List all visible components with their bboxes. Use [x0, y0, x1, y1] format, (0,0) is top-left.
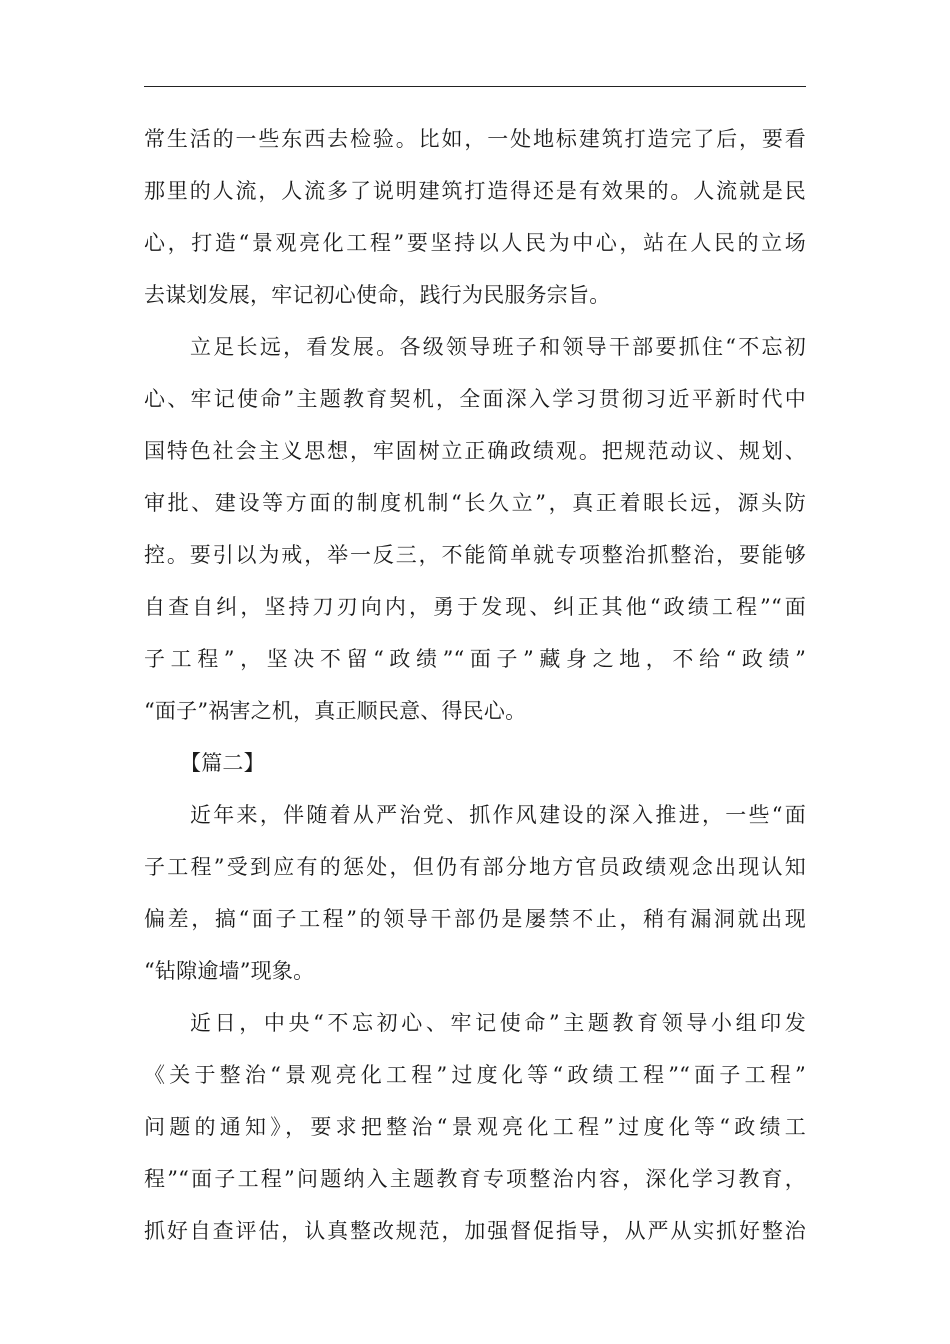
paragraph-first-line: 立足长远，看发展。各级领导班子和领导干部要抓住“不忘初 [190, 335, 806, 359]
text-line: 那里的人流，人流多了说明建筑打造得还是有效果的。人流就是民 [144, 179, 806, 203]
text-line: 心，打造“景观亮化工程”要坚持以人民为中心，站在人民的立场 [144, 231, 806, 255]
text-line: 程”“面子工程”问题纳入主题教育专项整治内容，深化学习教育， [144, 1167, 806, 1191]
text-line: 子工程”受到应有的惩处，但仍有部分地方官员政绩观念出现认知 [144, 855, 806, 879]
text-line: 抓好自查评估，认真整改规范，加强督促指导，从严从实抓好整治 [144, 1219, 806, 1243]
text-line: 子工程”，坚决不留“政绩”“面子”藏身之地，不给“政绩” [144, 647, 806, 671]
text-line: “钻隙逾墙”现象。 [144, 959, 315, 983]
text-line: “面子”祸害之机，真正顺民意、得民心。 [144, 699, 527, 723]
header-rule [144, 86, 806, 87]
paragraph-first-line: 近年来，伴随着从严治党、抓作风建设的深入推进，一些“面 [190, 803, 806, 827]
paragraph-first-line: 近日，中央“不忘初心、牢记使命”主题教育领导小组印发 [190, 1011, 806, 1035]
text-line: 常生活的一些东西去检验。比如，一处地标建筑打造完了后，要看 [144, 127, 806, 151]
text-line: 控。要引以为戒，举一反三，不能简单就专项整治抓整治，要能够 [144, 543, 806, 567]
text-line: 去谋划发展，牢记初心使命，践行为民服务宗旨。 [144, 283, 611, 307]
text-line: 偏差，搞“面子工程”的领导干部仍是屡禁不止，稍有漏洞就出现 [144, 907, 806, 931]
text-line: 审批、建设等方面的制度机制“长久立”，真正着眼长远，源头防 [144, 491, 806, 515]
text-line: 自查自纠，坚持刀刃向内，勇于发现、纠正其他“政绩工程”“面 [144, 595, 806, 619]
text-line: 心、牢记使命”主题教育契机，全面深入学习贯彻习近平新时代中 [144, 387, 806, 411]
text-line: 《关于整治“景观亮化工程”过度化等“政绩工程”“面子工程” [144, 1063, 806, 1087]
section-heading: 【篇二】 [180, 751, 265, 775]
text-line: 国特色社会主义思想，牢固树立正确政绩观。把规范动议、规划、 [144, 439, 806, 463]
text-line: 问题的通知》，要求把整治“景观亮化工程”过度化等“政绩工 [144, 1115, 806, 1139]
